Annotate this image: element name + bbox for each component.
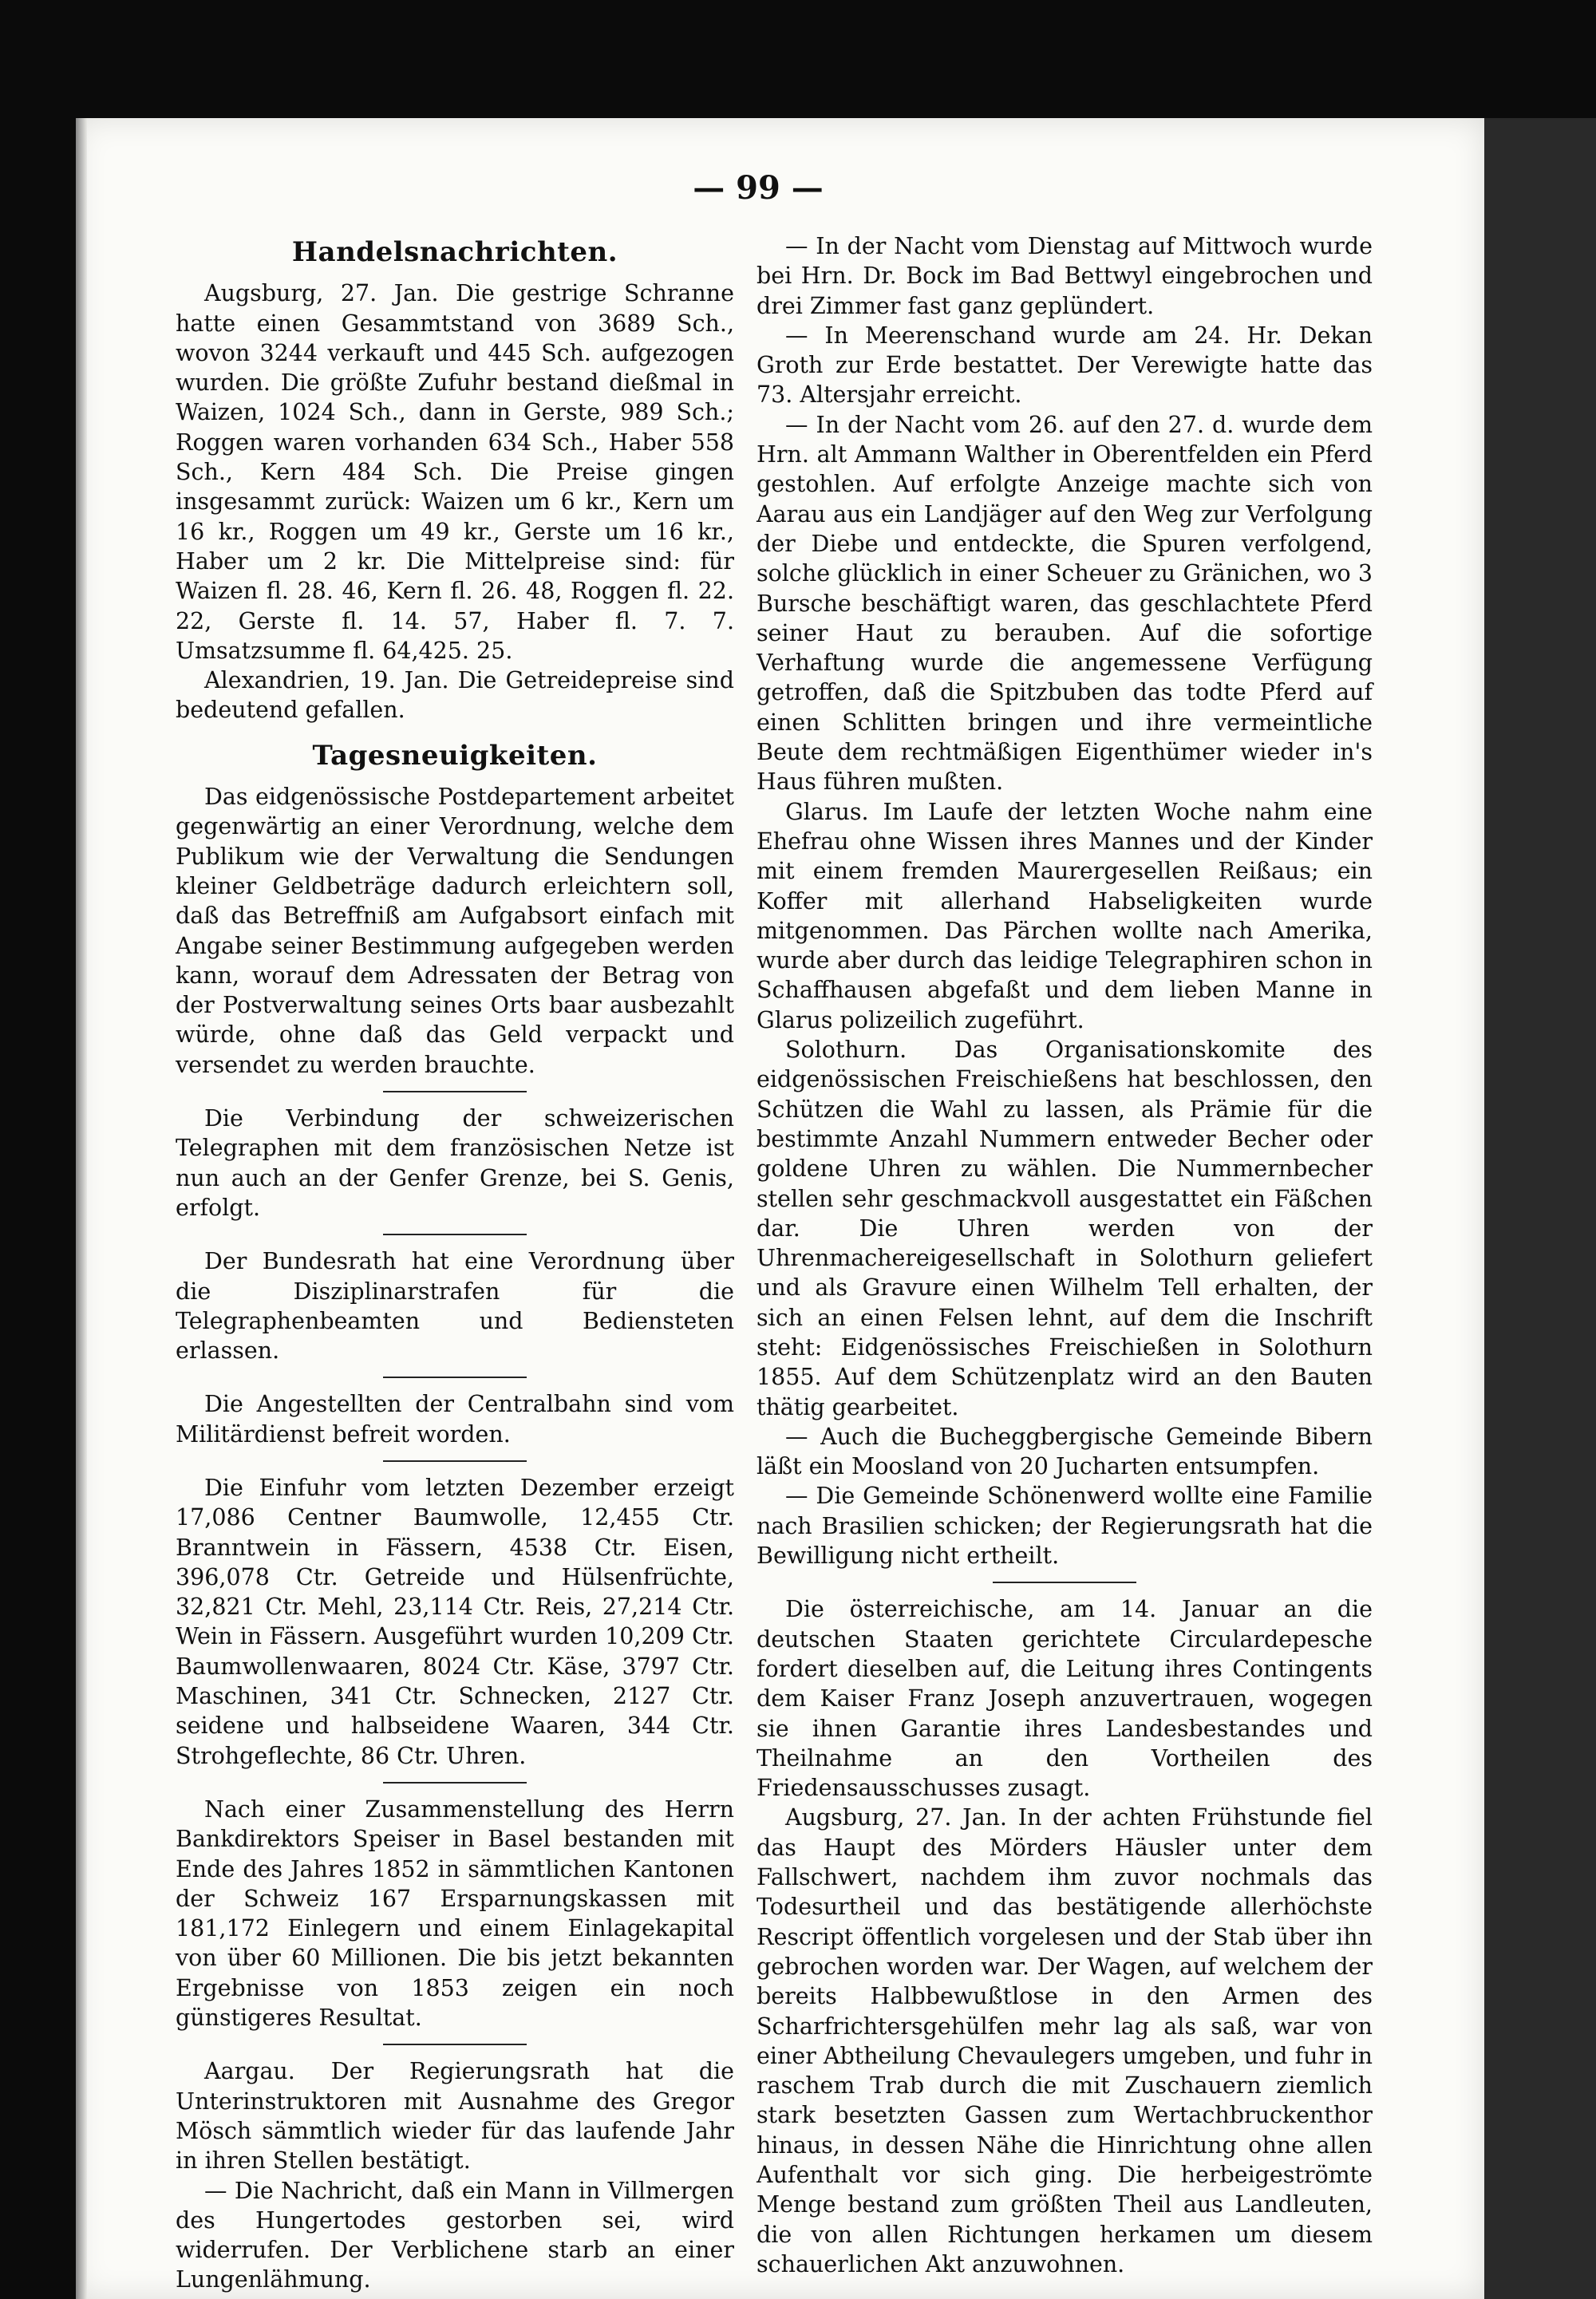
divider-rule (383, 1091, 527, 1092)
article-paragraph: Alexandrien, 19. Jan. Die Getreidepreise sind bedeutend gefallen. (176, 667, 734, 724)
article-paragraph: Solothurn. Das Organisationskomite des eidgenössischen Freischießens hat beschlossen, den Schützen die Wahl zu lassen, als Prämie für die bestimmte Anzahl Nummern entweder Becher oder goldene Uhren zu wählen. Die Nummernbecher stellen sehr geschmackvoll ausgestattet ein Fäßchen dar. Die Uhren werden von der Uhrenmachereigesellschaft in Solothurn geliefert und als Gravure einen Wilhelm Tell erhalten, der sich an einen Felsen lehnt, auf dem die Inschrift steht: Eidgenössisches Freischießen in Solothurn 1855. Auf dem Schützenplatz wird an den Bauten thätig gearbeitet. (757, 1037, 1373, 1420)
article-paragraph: Augsburg, 27. Jan. Die gestrige Schranne hatte einen Gesammtstand von 3689 Sch., wovon 3244 verkauft und 445 Sch. aufgezogen wurden. Die größte Zufuhr bestand dießmal in Waizen, 1024 Sch., dann in Gerste, 989 Sch.; Roggen waren vorhanden 634 Sch., Haber 558 Sch., Kern 484 Sch. Die Preise gingen insgesammt zurück: Waizen um 6 kr., Kern um 16 kr., Roggen um 49 kr., Gerste um 16 kr., Haber um 2 kr. Die Mittelpreise sind: für Waizen fl. 28. 46, Kern fl. 26. 48, Roggen fl. 22. 22, Gerste fl. 14. 57, Haber fl. 7. 7. Umsatzsumme fl. 64,425. 25. (176, 280, 734, 664)
article-paragraph: — Auch die Bucheggbergische Gemeinde Bibern läßt ein Moosland von 20 Jucharten entsumpfen. (757, 1423, 1373, 1480)
article-paragraph: — In der Nacht vom Dienstag auf Mittwoch wurde bei Hrn. Dr. Bock im Bad Bettwyl eingebrochen und drei Zimmer fast ganz geplündert. (757, 233, 1373, 319)
article-paragraph: Der Bundesrath hat eine Verordnung über die Disziplinarstrafen für die Telegraphenbeamten und Bediensteten erlassen. (176, 1248, 734, 1365)
page-gutter-shadow (76, 118, 87, 2299)
article-paragraph: — Die Gemeinde Schönenwerd wollte eine Familie nach Brasilien schicken; der Regierungsrath hat die Bewilligung nicht ertheilt. (757, 1483, 1373, 1570)
article-paragraph: Augsburg, 27. Jan. In der achten Frühstunde fiel das Haupt des Mörders Häusler unter dem Fallschwert, nachdem ihm zuvor nochmals das Todesurtheil und das bestätigende allerhöchste Rescript öffentlich vorgelesen und der Stab über ihn gebrochen worden war. Der Wagen, auf welchem der bereits Halbbewußtlose in den Armen des Scharfrichtersgehülfen mehr lag als saß, war von einer Abtheilung Chevaulegers umgeben, und fuhr in raschem Trab durch die mit Zuschauern ziemlich stark besetzten Gassen zum Wertachbruckenthor hinaus, in dessen Nähe die Hinrichtung ohne allen Aufenthalt vor sich ging. Die herbeigeströmte Menge bestand zum größten Theil aus Landleuten, die von allen Richtungen herkamen um diesem schauerlichen Akt anzuwohnen. (757, 1804, 1373, 2277)
article-paragraph: Glarus. Im Laufe der letzten Woche nahm eine Ehefrau ohne Wissen ihres Mannes und der Kinder mit einem fremden Maurergesellen Reißaus; ein Koffer mit allerhand Habseligkeiten wurde mitgenommen. Das Pärchen wollte nach Amerika, wurde aber durch das leidige Telegraphiren schon in Schaffhausen abgefaßt und dem lieben Manne in Glarus polizeilich zugeführt. (757, 798, 1373, 1033)
right-column (757, 231, 1373, 2279)
divider-rule (383, 1460, 527, 1462)
article-paragraph: Die Verbindung der schweizerischen Telegraphen mit dem französischen Netze ist nun auch an der Genfer Grenze, bei S. Genis, erfolgt. (176, 1105, 734, 1221)
article-paragraph: — In Meerenschand wurde am 24. Hr. Dekan Groth zur Erde bestattet. Der Verewigte hatte das 73. Altersjahr erreicht. (757, 322, 1373, 409)
divider-rule (383, 1782, 527, 1784)
article-paragraph: — Die Nachricht, daß ein Mann in Villmergen des Hungertodes gestorben sei, wird widerrufen. Der Verblichene starb an einer Lungenlähmung. (176, 2177, 734, 2293)
divider-rule (993, 1582, 1136, 1583)
section-heading-tagesneuigkeiten: Tagesneuigkeiten. (312, 739, 598, 772)
article-paragraph: Die Einfuhr vom letzten Dezember erzeigt 17,086 Centner Baumwolle, 12,455 Ctr. Branntwein in Fässern, 4538 Ctr. Eisen, 396,078 Ctr. Getreide und Hülsenfrüchte, 32,821 Ctr. Mehl, 23,114 Ctr. Reis, 27,214 Ctr. Wein in Fässern. Ausgeführt wurden 10,209 Ctr. Baumwollenwaaren, 8024 Ctr. Käse, 3797 Ctr. Maschinen, 341 Ctr. Schnecken, 2127 Ctr. seidene und halbseidene Waaren, 344 Ctr. Strohgeflechte, 86 Ctr. Uhren. (176, 1474, 734, 1769)
divider-rule (383, 2044, 527, 2045)
left-column (176, 231, 734, 2295)
article-paragraph: Nach einer Zusammenstellung des Herrn Bankdirektors Speiser in Basel bestanden mit Ende des Jahres 1852 in sämmtlichen Kantonen der Schweiz 167 Ersparnungskassen mit 181,172 Einlegern und einem Einlagekapital von über 60 Millionen. Die bis jetzt bekannten Ergebnisse von 1853 zeigen ein noch günstigeres Resultat. (176, 1795, 734, 2032)
article-paragraph: Die österreichische, am 14. Januar an die deutschen Staaten gerichtete Circulardepesche fordert dieselben auf, die Leitung ihres Contingents dem Kaiser Franz Joseph anzuvertrauen, wogegen sie ihnen Garantie ihres Landesbestandes und Theilnahme an den Vortheilen des Friedensausschusses zusagt. (757, 1596, 1373, 1802)
section-heading-handelsnachrichten: Handelsnachrichten. (291, 236, 618, 268)
page-number: — 99 — (693, 169, 824, 207)
article-paragraph: Die Angestellten der Centralbahn sind vom Militärdienst befreit worden. (176, 1391, 734, 1448)
divider-rule (383, 1377, 527, 1378)
book-cover-edge (1484, 118, 1596, 2299)
article-paragraph: Das eidgenössische Postdepartement arbeitet gegenwärtig an einer Verordnung, welche dem Publikum wie der Verwaltung die Sendungen kleiner Geldbeträge dadurch erleichtern soll, daß das Betreffniß am Aufgabsort einfach mit Angabe seiner Bestimmung aufgegeben werden kann, worauf dem Adressaten der Betrag von der Postverwaltung seines Orts baar ausbezahlt würde, ohne daß das Geld verpackt und versendet zu werden brauchte. (176, 784, 734, 1078)
article-paragraph: Aargau. Der Regierungsrath hat die Unterinstruktoren mit Ausnahme des Gregor Mösch sämmtlich wieder für das laufende Jahr in ihren Stellen bestätigt. (176, 2058, 734, 2175)
article-paragraph: — In der Nacht vom 26. auf den 27. d. wurde dem Hrn. alt Ammann Walther in Oberentfelden ein Pferd gestohlen. Auf erfolgte Anzeige machte sich von Aarau aus ein Landjäger auf den Weg zur Verfolgung der Diebe und entdeckte, die Spuren verfolgend, solche glücklich in einer Scheuer zu Gränichen, wo 3 Bursche beschäftigt waren, das geschlachtete Pferd seiner Haut zu berauben. Auf die sofortige Verhaftung wurde die angemessene Verfügung getroffen, daß die Spitzbuben das todte Pferd auf einen Schlitten bringen und ihre vermeintliche Beute dem rechtmäßigen Eigenthümer wieder in's Haus führen mußten. (757, 411, 1373, 796)
divider-rule (383, 1234, 527, 1235)
